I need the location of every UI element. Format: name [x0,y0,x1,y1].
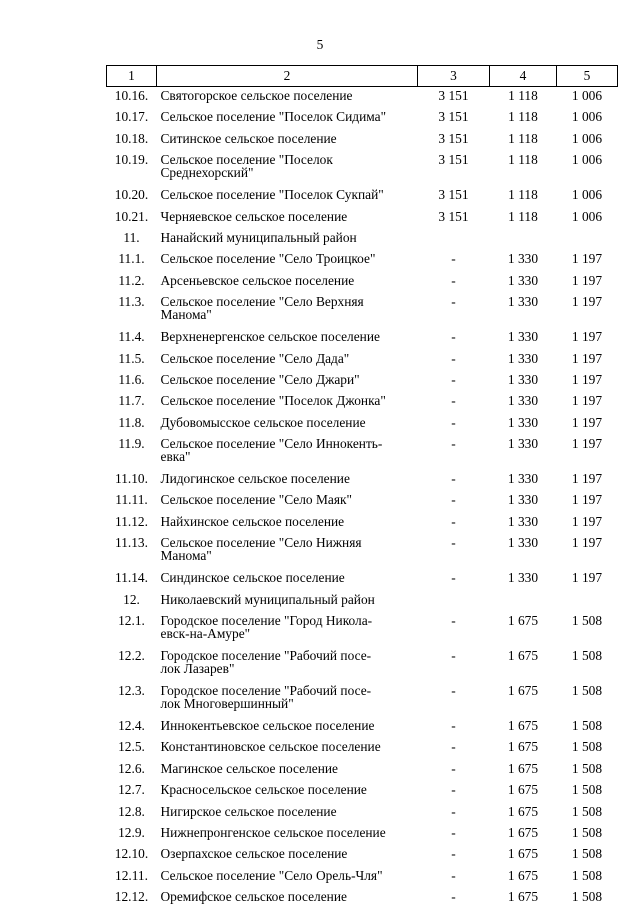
table-row [107,392,618,413]
value-cell-col3: 3 151 [438,152,469,168]
table-row [107,371,618,392]
settlement-name-continuation: евка" [160,449,191,465]
value-cell-col4: 1 675 [507,739,539,755]
row-number-cell: 12.2. [118,648,145,664]
value-cell-col4: 1 675 [507,613,539,629]
settlement-name-line: Сельское поселение "Поселок [160,152,333,168]
settlement-name-line: Сельское поселение "Село Нижняя [160,535,362,551]
value-cell-col3: - [451,272,456,288]
allocation-table [106,65,618,910]
value-cell-col5: 1 197 [571,436,603,452]
value-cell-col3: - [451,329,456,345]
settlement-name-cell [157,647,418,682]
value-cell-col3: - [451,613,456,629]
settlement-name-cell [157,781,418,802]
value-cell-col3: - [451,739,456,755]
value-cell-col4: 1 330 [507,371,539,387]
table-row [107,151,618,186]
row-number-cell: 11.9. [118,436,145,452]
row-number-cell: 12.9. [118,824,145,840]
settlement-name-cell [157,151,418,186]
settlement-name-line: Городское поселение "Город Никола- [160,613,373,629]
value-cell-col3: - [451,414,456,430]
value-cell-col3 [418,591,490,612]
settlement-name-cell [157,491,418,512]
table-row [107,272,618,293]
value-cell-col5: 1 197 [571,535,603,551]
value-cell-col5: 1 197 [571,570,603,586]
settlement-name-continuation: Среднехорский" [160,165,254,181]
value-cell-col3: - [451,436,456,452]
settlement-name-cell [157,824,418,845]
settlement-name-cell [157,371,418,392]
row-number-cell: 11.3. [118,294,145,310]
table-body [107,87,618,910]
value-cell-col4: 1 330 [507,350,539,366]
value-cell-col5: 1 197 [571,272,603,288]
table-row [107,781,618,802]
row-number-cell: 12.7. [118,782,145,798]
settlement-name-line: Верхненергенское сельское поселение [160,329,380,345]
settlement-name-cell [157,569,418,590]
row-number-cell: 11.1. [118,251,145,267]
value-cell-col5: 1 197 [571,294,603,310]
value-cell-col4: 1 330 [507,513,539,529]
settlement-name-cell [157,293,418,328]
value-cell-col4: 1 330 [507,471,539,487]
settlement-name-cell [157,272,418,293]
settlement-name-line: Сельское поселение "Село Орель-Чля" [160,867,383,883]
settlement-name-continuation: Манома" [160,307,212,323]
settlement-name-cell [157,470,418,491]
row-number-cell: 12.1. [118,613,145,629]
settlement-name-cell [157,250,418,271]
settlement-name-cell [157,414,418,435]
value-cell-col5: 1 508 [571,613,603,629]
value-cell-col4: 1 675 [507,867,539,883]
value-cell-col4: 1 675 [507,824,539,840]
value-cell-col4: 1 675 [507,648,539,664]
table-row [107,130,618,151]
settlement-name-line: Черняевское сельское поселение [160,208,348,224]
settlement-name-cell [157,130,418,151]
value-cell-col3: 3 151 [438,130,469,146]
value-cell-col4 [490,229,557,250]
row-number-cell: 12.5. [118,739,145,755]
value-cell-col5 [557,229,618,250]
table-row [107,867,618,888]
value-cell-col4: 1 118 [508,88,538,103]
table-row [107,350,618,371]
value-cell-col4: 1 330 [507,535,539,551]
value-cell-col5: 1 197 [571,414,603,430]
value-cell-col4: 1 330 [507,294,539,310]
settlement-name-line: Иннокентьевское сельское поселение [160,718,375,734]
settlement-name-cell [157,867,418,888]
row-number-cell: 12.4. [118,718,145,734]
value-cell-col5: 1 006 [571,88,603,103]
value-cell-col5: 1 508 [571,824,603,840]
value-cell-col5: 1 006 [571,187,603,203]
settlement-name-cell [157,760,418,781]
value-cell-col4: 1 118 [508,208,538,224]
value-cell-col3: - [451,803,456,819]
settlement-name-line: Городское поселение "Рабочий посе- [160,683,372,699]
settlement-name-line: Константиновское сельское поселение [160,739,381,755]
settlement-name-line: Николаевский муниципальный район [160,591,375,607]
row-number-cell: 12.6. [118,760,145,776]
row-number-cell: 11.4. [118,329,145,345]
row-number-cell: 12.10. [114,846,149,862]
settlement-name-line: Нанайский муниципальный район [160,229,357,245]
value-cell-col3: - [451,570,456,586]
row-number-cell: 11.12. [115,513,148,529]
value-cell-col4: 1 330 [507,329,539,345]
table-row [107,328,618,349]
value-cell-col3: - [451,824,456,840]
row-number-cell: 11.13. [115,535,148,551]
settlement-name-continuation: евск-на-Амуре" [160,626,251,642]
value-cell-col4: 1 675 [507,803,539,819]
settlement-name-cell [157,186,418,207]
table-row [107,717,618,738]
settlement-name-cell [157,612,418,647]
settlement-name-line: Оремифское сельское поселение [160,889,347,905]
value-cell-col4: 1 330 [507,251,539,267]
settlement-name-line: Нижнепронгенское сельское поселение [160,824,386,840]
table-row [107,845,618,866]
settlement-name-cell [157,328,418,349]
row-number-cell: 11.8. [118,414,145,430]
settlement-name-line: Найхинское сельское поселение [160,513,345,529]
row-number-cell: 12.12. [114,889,149,905]
value-cell-col5: 1 508 [571,648,603,664]
value-cell-col5: 1 197 [571,393,603,409]
value-cell-col3 [418,229,490,250]
value-cell-col4: 1 675 [507,718,539,734]
value-cell-col3: - [451,513,456,529]
table-row [107,87,618,109]
settlement-name-line: Сельское поселение "Село Маяк" [160,492,352,508]
settlement-name-cell [157,534,418,569]
value-cell-col4 [490,591,557,612]
value-cell-col3: - [451,294,456,310]
settlement-name-line: Лидогинское сельское поселение [160,471,350,487]
settlement-name-cell [157,435,418,470]
settlement-name-cell [157,803,418,824]
value-cell-col3: - [451,471,456,487]
value-cell-col4: 1 675 [507,846,539,862]
settlement-name-continuation: Манома" [160,548,212,564]
value-cell-col3: - [451,889,456,905]
value-cell-col5: 1 197 [571,329,603,345]
table-row [107,647,618,682]
value-cell-col5: 1 197 [571,350,603,366]
value-cell-col4: 1 118 [508,130,538,146]
column-header-5: 5 [557,66,618,87]
value-cell-col3: - [451,683,456,699]
settlement-name-line: Синдинское сельское поселение [160,570,345,586]
table-row [107,569,618,590]
settlement-name-cell [157,208,418,229]
table-row [107,470,618,491]
table-row [107,534,618,569]
value-cell-col3: - [451,350,456,366]
settlement-name-cell [157,717,418,738]
value-cell-col3: - [451,760,456,776]
column-header-1: 1 [107,66,157,87]
value-cell-col4: 1 675 [507,889,539,905]
row-number-cell: 12.3. [118,683,145,699]
value-cell-col5: 1 508 [571,889,603,905]
settlement-name-cell [157,229,418,250]
value-cell-col3: - [451,492,456,508]
settlement-name-cell [157,350,418,371]
value-cell-col5: 1 006 [571,152,603,168]
table-row [107,824,618,845]
settlement-name-line: Сельское поселение "Село Дада" [160,350,350,366]
column-header-2: 2 [157,66,418,87]
value-cell-col4: 1 330 [507,272,539,288]
value-cell-col3: - [451,371,456,387]
table-row [107,229,618,250]
value-cell-col5: 1 197 [571,471,603,487]
settlement-name-cell [157,888,418,909]
value-cell-col3: - [451,393,456,409]
row-number-cell: 10.17. [114,109,149,125]
row-number-cell: 11.11. [115,492,148,508]
settlement-name-cell [157,87,418,109]
value-cell-col5 [557,591,618,612]
table-row [107,738,618,759]
column-header-4: 4 [490,66,557,87]
value-cell-col5: 1 197 [571,513,603,529]
value-cell-col4: 1 675 [507,760,539,776]
settlement-name-line: Озерпахское сельское поселение [160,846,348,862]
row-number-cell: 10.20. [114,187,149,203]
settlement-name-line: Магинское сельское поселение [160,760,338,776]
value-cell-col3: - [451,846,456,862]
value-cell-col5: 1 508 [571,782,603,798]
row-number-cell: 11.14. [115,570,148,586]
settlement-name-line: Сельское поселение "Село Верхняя [160,294,364,310]
table-row [107,803,618,824]
table-row [107,250,618,271]
value-cell-col4: 1 118 [508,187,538,203]
table-row [107,513,618,534]
value-cell-col4: 1 330 [507,570,539,586]
row-number-cell: 12.8. [118,803,145,819]
table-row [107,414,618,435]
settlement-name-continuation: лок Лазарев" [160,661,235,677]
table-row [107,760,618,781]
row-number-cell: 10.19. [114,152,149,168]
value-cell-col5: 1 508 [571,803,603,819]
settlement-name-line: Городское поселение "Рабочий посе- [160,648,372,664]
value-cell-col5: 1 508 [571,683,603,699]
value-cell-col5: 1 197 [571,251,603,267]
page-number: 5 [316,37,324,52]
value-cell-col5: 1 508 [571,867,603,883]
row-number-cell: 11.2. [118,272,145,288]
value-cell-col4: 1 330 [507,414,539,430]
row-number-cell: 12.11. [115,867,148,883]
value-cell-col3: 3 151 [438,208,469,224]
value-cell-col4: 1 330 [507,436,539,452]
settlement-name-cell [157,513,418,534]
row-number-cell: 10.21. [114,208,149,224]
settlement-name-line: Красносельское сельское поселение [160,782,367,798]
settlement-name-line: Святогорское сельское поселение [160,88,353,103]
row-number-cell: 11.6. [118,371,145,387]
header-row [107,66,618,87]
settlement-name-line: Сельское поселение "Село Иннокенть- [160,436,383,452]
settlement-name-line: Сельское поселение "Село Троицкое" [160,251,376,267]
value-cell-col5: 1 508 [571,846,603,862]
table-row [107,208,618,229]
value-cell-col5: 1 508 [571,760,603,776]
value-cell-col5: 1 006 [571,130,603,146]
table-row [107,888,618,909]
table-row [107,108,618,129]
value-cell-col3: 3 151 [438,88,469,103]
row-number-cell: 11.7. [118,393,145,409]
value-cell-col3: - [451,867,456,883]
settlement-name-line: Сельское поселение "Поселок Сукпай" [160,187,384,203]
table-row [107,682,618,717]
settlement-name-cell [157,845,418,866]
value-cell-col3: - [451,535,456,551]
table-row [107,293,618,328]
settlement-name-line: Сельское поселение "Поселок Сидима" [160,109,387,125]
value-cell-col4: 1 118 [508,109,538,125]
settlement-name-cell [157,108,418,129]
settlement-name-line: Нигирское сельское поселение [160,803,337,819]
table-row [107,186,618,207]
value-cell-col3: - [451,251,456,267]
row-number-cell: 10.18. [114,130,149,146]
value-cell-col4: 1 675 [507,782,539,798]
settlement-name-cell [157,738,418,759]
settlement-name-line: Сельское поселение "Село Джари" [160,371,360,387]
value-cell-col4: 1 675 [507,683,539,699]
table-row [107,591,618,612]
row-number-cell: 11.5. [118,350,145,366]
value-cell-col5: 1 197 [571,371,603,387]
row-number-cell: 11.10. [115,471,148,487]
settlement-name-cell [157,682,418,717]
settlement-name-line: Дубовомысское сельское поселение [160,414,366,430]
settlement-name-cell [157,591,418,612]
row-number-cell: 11. [123,229,140,245]
table-row [107,612,618,647]
row-number-cell: 10.16. [114,88,149,103]
value-cell-col5: 1 006 [571,208,603,224]
value-cell-col3: - [451,648,456,664]
value-cell-col3: - [451,718,456,734]
value-cell-col4: 1 118 [508,152,538,168]
value-cell-col3: 3 151 [438,187,469,203]
settlement-name-line: Сельское поселение "Поселок Джонка" [160,393,386,409]
settlement-name-continuation: лок Многовершинный" [160,696,294,712]
row-number-cell: 12. [123,591,140,607]
settlement-name-line: Ситинское сельское поселение [160,130,337,146]
value-cell-col4: 1 330 [507,492,539,508]
value-cell-col5: 1 197 [571,492,603,508]
table-row [107,491,618,512]
table-row [107,435,618,470]
value-cell-col3: 3 151 [438,109,469,125]
table-header [107,66,618,87]
value-cell-col5: 1 508 [571,739,603,755]
settlement-name-line: Арсеньевское сельское поселение [160,272,355,288]
value-cell-col3: - [451,782,456,798]
settlement-name-cell [157,392,418,413]
value-cell-col5: 1 006 [571,109,603,125]
value-cell-col5: 1 508 [571,718,603,734]
column-header-3: 3 [418,66,490,87]
value-cell-col4: 1 330 [507,393,539,409]
